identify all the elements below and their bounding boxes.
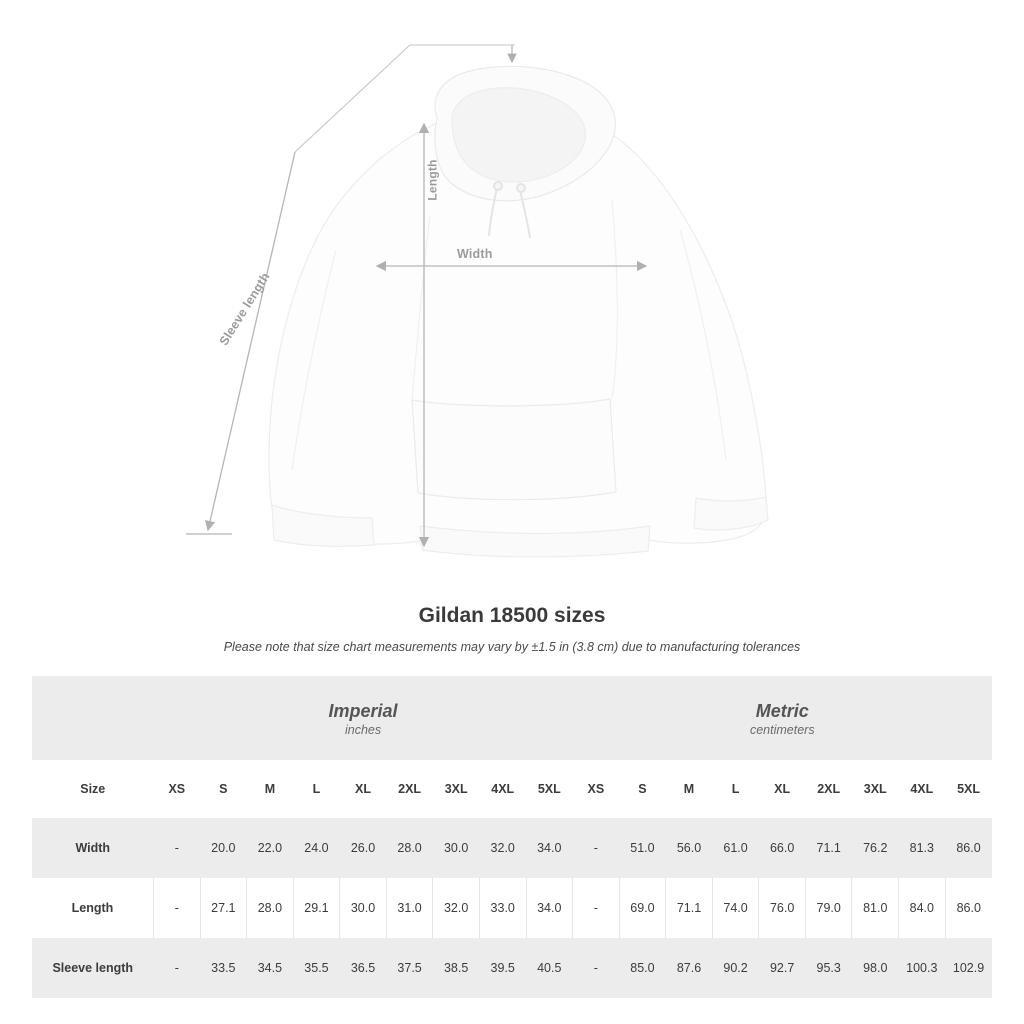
cell-length-imperial-xl: 30.0 bbox=[340, 878, 387, 938]
cell-sleeve-metric-m: 87.6 bbox=[666, 938, 713, 998]
cell-length-metric-m: 71.1 bbox=[666, 878, 713, 938]
cell-sleeve-metric-s: 85.0 bbox=[619, 938, 666, 998]
unit-header-row bbox=[32, 676, 992, 760]
cell-length-imperial-m: 28.0 bbox=[247, 878, 294, 938]
page-title: Gildan 18500 sizes bbox=[418, 604, 606, 627]
length-dimension-label: Length bbox=[425, 159, 440, 201]
cell-length-imperial-s: 27.1 bbox=[200, 878, 247, 938]
size-chart-table bbox=[32, 676, 992, 998]
cell-width-metric-3xl: 76.2 bbox=[852, 818, 899, 878]
size-header-label: Size bbox=[32, 760, 154, 818]
cell-width-metric-s: 51.0 bbox=[619, 818, 666, 878]
cell-sleeve-metric-3xl: 98.0 bbox=[852, 938, 899, 998]
cell-width-metric-5xl: 86.0 bbox=[945, 818, 992, 878]
table-row bbox=[32, 938, 992, 998]
cell-length-metric-s: 69.0 bbox=[619, 878, 666, 938]
cell-width-metric-l: 61.0 bbox=[712, 818, 759, 878]
cell-length-imperial-xs: - bbox=[154, 878, 201, 938]
sleeve-length-dimension-label: Sleeve length bbox=[216, 270, 273, 348]
cell-width-imperial-l: 24.0 bbox=[293, 818, 340, 878]
cell-sleeve-imperial-3xl: 38.5 bbox=[433, 938, 480, 998]
size-header-imperial-3xl: 3XL bbox=[433, 760, 480, 818]
unit-group-imperial-name: Imperial bbox=[328, 700, 398, 721]
cell-length-imperial-3xl: 32.0 bbox=[433, 878, 480, 938]
cell-sleeve-metric-xl: 92.7 bbox=[759, 938, 806, 998]
size-header-imperial-5xl: 5XL bbox=[526, 760, 573, 818]
cell-length-metric-5xl: 86.0 bbox=[945, 878, 992, 938]
cell-sleeve-imperial-5xl: 40.5 bbox=[526, 938, 573, 998]
size-header-metric-s: S bbox=[619, 760, 666, 818]
table-row bbox=[32, 878, 992, 938]
cell-width-metric-xl: 66.0 bbox=[759, 818, 806, 878]
cell-width-metric-4xl: 81.3 bbox=[899, 818, 946, 878]
cell-width-imperial-3xl: 30.0 bbox=[433, 818, 480, 878]
cell-width-imperial-m: 22.0 bbox=[247, 818, 294, 878]
unit-group-imperial bbox=[154, 676, 573, 760]
table-row bbox=[32, 818, 992, 878]
cell-sleeve-metric-5xl: 102.9 bbox=[945, 938, 992, 998]
cell-width-metric-m: 56.0 bbox=[666, 818, 713, 878]
size-header-metric-xs: XS bbox=[573, 760, 620, 818]
size-header-metric-3xl: 3XL bbox=[852, 760, 899, 818]
unit-group-imperial-sub: inches bbox=[344, 723, 382, 738]
tolerance-note: Please note that size chart measurements may vary by ±1.5 in (3.8 cm) due to manufacturing tolerances bbox=[223, 640, 801, 654]
cell-length-metric-2xl: 79.0 bbox=[805, 878, 852, 938]
size-header-metric-2xl: 2XL bbox=[805, 760, 852, 818]
cell-length-metric-xs: - bbox=[573, 878, 620, 938]
cell-width-imperial-2xl: 28.0 bbox=[386, 818, 433, 878]
cell-width-metric-2xl: 71.1 bbox=[805, 818, 852, 878]
cell-sleeve-imperial-xl: 36.5 bbox=[340, 938, 387, 998]
size-header-imperial-s: S bbox=[200, 760, 247, 818]
size-header-row bbox=[32, 760, 992, 818]
cell-length-imperial-4xl: 33.0 bbox=[479, 878, 526, 938]
size-header-metric-l: L bbox=[712, 760, 759, 818]
row-label-width: Width bbox=[32, 818, 154, 878]
cell-width-imperial-5xl: 34.0 bbox=[526, 818, 573, 878]
cell-sleeve-metric-xs: - bbox=[573, 938, 620, 998]
size-header-metric-4xl: 4XL bbox=[899, 760, 946, 818]
size-header-imperial-2xl: 2XL bbox=[386, 760, 433, 818]
cell-width-metric-xs: - bbox=[573, 818, 620, 878]
size-header-imperial-m: M bbox=[247, 760, 294, 818]
cell-length-metric-3xl: 81.0 bbox=[852, 878, 899, 938]
cell-length-metric-l: 74.0 bbox=[712, 878, 759, 938]
cell-length-imperial-2xl: 31.0 bbox=[386, 878, 433, 938]
size-header-metric-5xl: 5XL bbox=[945, 760, 992, 818]
cell-sleeve-imperial-xs: - bbox=[154, 938, 201, 998]
title-block bbox=[0, 604, 1024, 654]
cell-length-metric-4xl: 84.0 bbox=[899, 878, 946, 938]
size-header-metric-m: M bbox=[666, 760, 713, 818]
table-corner-cell bbox=[32, 676, 154, 760]
cell-width-imperial-s: 20.0 bbox=[200, 818, 247, 878]
cell-width-imperial-xl: 26.0 bbox=[340, 818, 387, 878]
cell-length-imperial-l: 29.1 bbox=[293, 878, 340, 938]
row-label-sleeve-length: Sleeve length bbox=[32, 938, 154, 998]
cell-sleeve-imperial-2xl: 37.5 bbox=[386, 938, 433, 998]
row-label-length: Length bbox=[32, 878, 154, 938]
cell-sleeve-metric-l: 90.2 bbox=[712, 938, 759, 998]
cell-sleeve-imperial-s: 33.5 bbox=[200, 938, 247, 998]
cell-sleeve-metric-2xl: 95.3 bbox=[805, 938, 852, 998]
cell-sleeve-imperial-l: 35.5 bbox=[293, 938, 340, 998]
cell-length-metric-xl: 76.0 bbox=[759, 878, 806, 938]
unit-group-metric-sub: centimeters bbox=[749, 723, 815, 738]
size-table-wrapper bbox=[32, 676, 992, 998]
size-header-imperial-l: L bbox=[293, 760, 340, 818]
unit-group-metric bbox=[573, 676, 992, 760]
cell-sleeve-imperial-4xl: 39.5 bbox=[479, 938, 526, 998]
size-header-imperial-xs: XS bbox=[154, 760, 201, 818]
size-header-imperial-xl: XL bbox=[340, 760, 387, 818]
cell-width-imperial-xs: - bbox=[154, 818, 201, 878]
cell-sleeve-imperial-m: 34.5 bbox=[247, 938, 294, 998]
cell-length-imperial-5xl: 34.0 bbox=[526, 878, 573, 938]
width-dimension-label: Width bbox=[457, 247, 493, 261]
cell-width-imperial-4xl: 32.0 bbox=[479, 818, 526, 878]
unit-group-metric-name: Metric bbox=[755, 700, 809, 721]
size-header-metric-xl: XL bbox=[759, 760, 806, 818]
cell-sleeve-metric-4xl: 100.3 bbox=[899, 938, 946, 998]
size-header-imperial-4xl: 4XL bbox=[479, 760, 526, 818]
